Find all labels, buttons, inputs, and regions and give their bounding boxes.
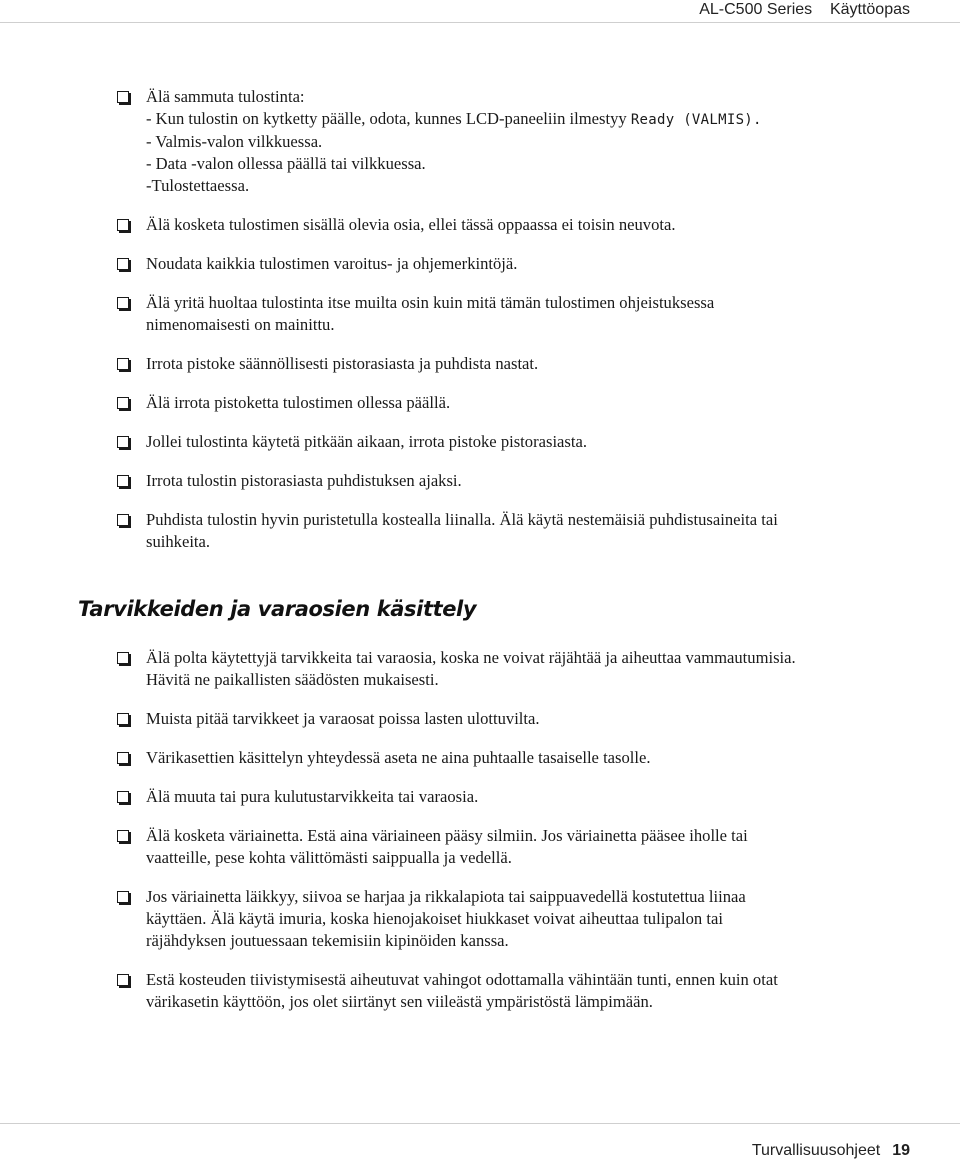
item-text-line: Jollei tulostinta käytetä pitkään aikaan, irrota pistoke pistorasiasta. xyxy=(146,432,587,451)
page-footer xyxy=(752,1142,910,1160)
checkbox-bullet-icon xyxy=(117,297,129,309)
item-text-line: - Valmis-valon vilkkuessa. xyxy=(146,132,323,151)
item-text-line: Älä muuta tai pura kulutustarvikkeita tai varaosia. xyxy=(146,787,479,806)
item-text-line: Älä sammuta tulostinta: xyxy=(146,87,305,106)
checkbox-bullet-icon xyxy=(117,891,129,903)
checkbox-bullet-icon xyxy=(117,219,129,231)
safety-list xyxy=(114,86,914,570)
item-text-line: räjähdyksen joutuessaan tekemisiin kipinöiden kanssa. xyxy=(146,931,509,950)
item-text-line: Älä kosketa tulostimen sisällä olevia osia, ellei tässä oppaassa ei toisin neuvota. xyxy=(146,215,676,234)
list-item xyxy=(114,747,914,769)
item-text-line: vaatteille, pese kohta välittömästi saippualla ja vedellä. xyxy=(146,848,512,867)
item-text-line: suihkeita. xyxy=(146,532,211,551)
item-text-line: -Tulostettaessa. xyxy=(146,176,250,195)
list-item xyxy=(114,86,914,197)
item-text-line-wrap xyxy=(146,108,914,131)
checkbox-bullet-icon xyxy=(117,358,129,370)
list-item xyxy=(114,509,914,553)
item-text-line: Muista pitää tarvikkeet ja varaosat poissa lasten ulottuvilta. xyxy=(146,709,540,728)
item-text-line: Älä kosketa väriainetta. Estä aina väriaineen pääsy silmiin. Jos väriainetta pääsee iholle tai xyxy=(146,826,748,845)
footer-section: Turvallisuusohjeet xyxy=(751,1142,881,1159)
item-text-line: Puhdista tulostin hyvin puristetulla kostealla liinalla. Älä käytä nestemäisiä puhdistusaineita tai xyxy=(146,510,778,529)
list-item xyxy=(114,431,914,453)
list-item xyxy=(114,292,914,336)
checkbox-bullet-icon xyxy=(117,91,129,103)
item-text-line: Irrota pistoke säännöllisesti pistorasiasta ja puhdista nastat. xyxy=(146,354,539,373)
list-item xyxy=(114,708,914,730)
checkbox-bullet-icon xyxy=(117,475,129,487)
checkbox-bullet-icon xyxy=(117,791,129,803)
item-text-line: Noudata kaikkia tulostimen varoitus- ja ohjemerkintöjä. xyxy=(146,254,518,273)
item-text-line: Hävitä ne paikallisten säädösten mukaisesti. xyxy=(146,670,439,689)
list-item xyxy=(114,392,914,414)
supplies-list xyxy=(114,647,914,1030)
list-item xyxy=(114,470,914,492)
checkbox-bullet-icon xyxy=(117,397,129,409)
list-item xyxy=(114,253,914,275)
page-header xyxy=(0,0,960,23)
checkbox-bullet-icon xyxy=(117,258,129,270)
checkbox-bullet-icon xyxy=(117,974,129,986)
list-item xyxy=(114,214,914,236)
list-item xyxy=(114,969,914,1013)
checkbox-bullet-icon xyxy=(117,436,129,448)
item-text-line: - Data -valon ollessa päällä tai vilkkuessa. xyxy=(146,154,426,173)
item-text-line: - Kun tulostin on kytketty päälle, odota, kunnes LCD-paneeliin ilmestyy xyxy=(146,109,631,128)
checkbox-bullet-icon xyxy=(117,713,129,725)
item-text-line: värikasetin käyttöön, jos olet siirtänyt sen viileästä ympäristöstä lämpimään. xyxy=(146,992,653,1011)
item-text-line: Estä kosteuden tiivistymisestä aiheutuvat vahingot odottamalla vähintään tunti, ennen kuin otat xyxy=(146,970,778,989)
item-text-line: Älä polta käytettyjä tarvikkeita tai varaosia, koska ne voivat räjähtää ja aiheuttaa vammautumisia. xyxy=(146,648,796,667)
checkbox-bullet-icon xyxy=(117,514,129,526)
list-item xyxy=(114,786,914,808)
list-item xyxy=(114,353,914,375)
section-title: Tarvikkeiden ja varaosien käsittely xyxy=(78,597,477,621)
item-text-line: käyttäen. Älä käytä imuria, koska hienojakoiset hiukkaset voivat aiheuttaa tulipalon tai xyxy=(146,909,723,928)
item-text-line: Jos väriainetta läikkyy, siivoa se harjaa ja rikkalapiota tai saippuavedellä kostutettua liinaa xyxy=(146,887,746,906)
lcd-message: Ready (VALMIS). xyxy=(630,112,762,128)
item-text-line: Älä irrota pistoketta tulostimen ollessa päällä. xyxy=(146,393,451,412)
item-text-line: nimenomaisesti on mainittu. xyxy=(146,315,335,334)
page-number: 19 xyxy=(892,1142,910,1159)
item-text-line: Värikasettien käsittelyn yhteydessä aseta ne aina puhtaalle tasaiselle tasolle. xyxy=(146,748,651,767)
checkbox-bullet-icon xyxy=(117,752,129,764)
checkbox-bullet-icon xyxy=(117,830,129,842)
footer-rule xyxy=(0,1123,960,1124)
header-title: AL-C500 Series Käyttöopas xyxy=(699,1,910,18)
list-item xyxy=(114,886,914,952)
list-item xyxy=(114,825,914,869)
list-item xyxy=(114,647,914,691)
item-text-line: Älä yritä huoltaa tulostinta itse muilta osin kuin mitä tämän tulostimen ohjeistuksessa xyxy=(146,293,715,312)
item-text-line: Irrota tulostin pistorasiasta puhdistuksen ajaksi. xyxy=(146,471,462,490)
checkbox-bullet-icon xyxy=(117,652,129,664)
